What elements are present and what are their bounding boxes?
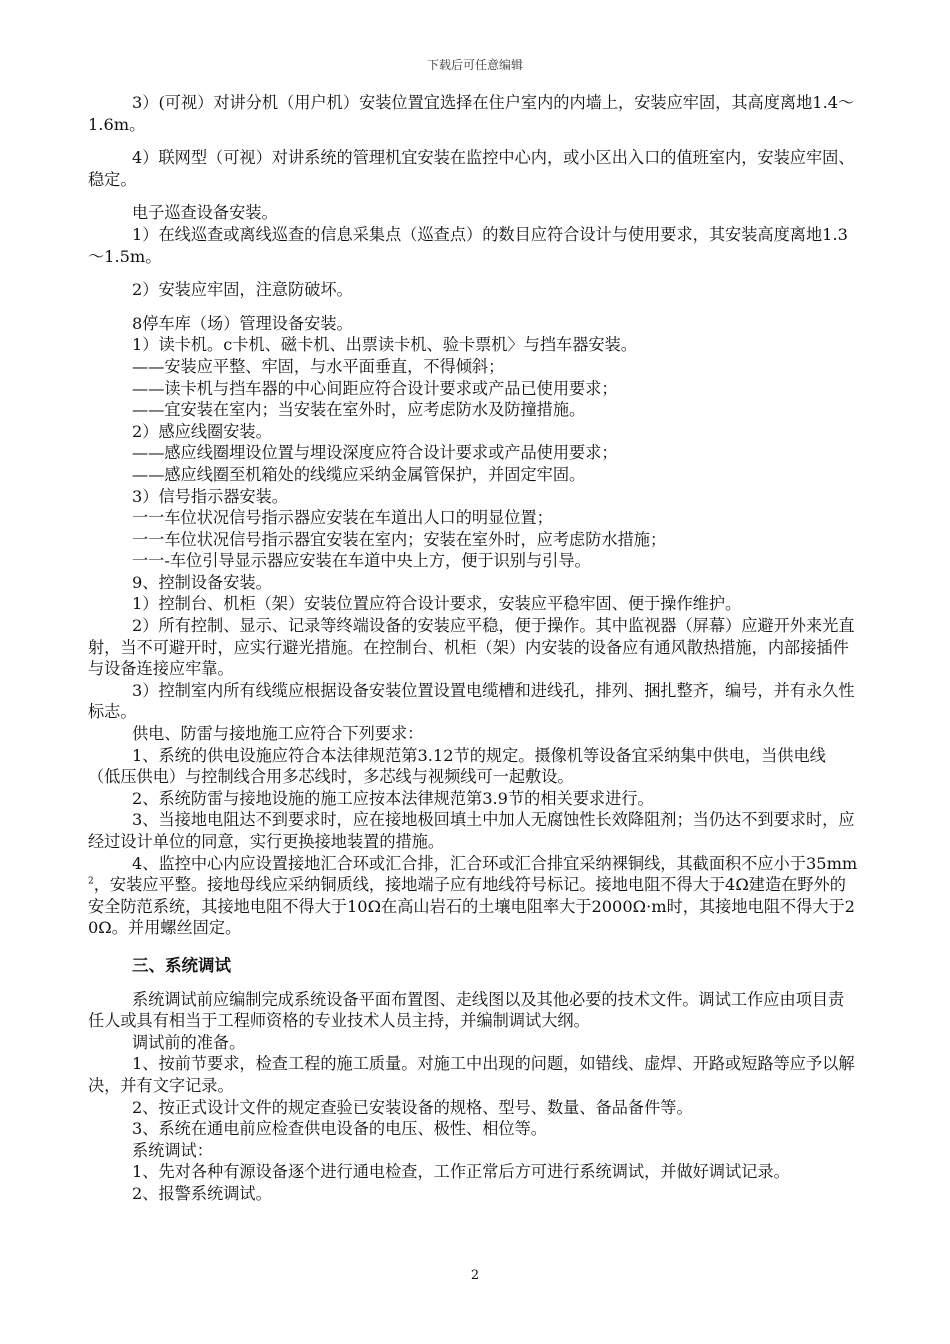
- paragraph: 3）(可视）对讲分机（用户机）安装位置宜选择在住户室内的内墙上，安装应牢固，其高度离地1.4～1.6m。: [88, 93, 855, 134]
- paragraph: 2）所有控制、显示、记录等终端设备的安装应平稳，便于操作。其中监视器（屏幕）应避开外来光直射，当不可避开时，应实行避光措施。在控制台、机柜（架）内安装的设备应有通风散热措施，内部接插件与设备连接应牢靠。: [88, 616, 855, 679]
- paragraph: 1、按前节要求，检查工程的施工质量。对施工中出现的问题，如错线、虚焊、开路或短路等应予以解决，并有文字记录。: [88, 1054, 855, 1095]
- paragraph: 一一车位状况信号指示器应安装在车道出人口的明显位置；: [132, 508, 553, 528]
- paragraph: 1）在线巡查或离线巡查的信息采集点（巡查点）的数目应符合设计与使用要求，其安装高度离地1.3～1.5m。: [88, 224, 848, 266]
- paragraph-text: ，安装应平整。接地母线应采纳铜质线，接地端子应有地线符号标记。接地电阻不得大于4Ω建造在野外的安全防范系统，其接地电阻不得大于10Ω在高山岩石的土壤电阻率大于2000Ω·m时，其接地电阻不得大于20Ω。并用螺丝固定。: [88, 875, 855, 938]
- paragraph: 系统调试前应编制完成系统设备平面布置图、走线图以及其他必要的技术文件。调试工作应由项目责任人或具有相当于工程师资格的专业技术人员主持，并编制调试大纲。: [88, 989, 845, 1031]
- paragraph: ——安装应平整、牢固，与水平面垂直，不得倾斜；: [132, 356, 505, 376]
- paragraph: 1）读卡机。c卡机、磁卡机、出票读卡机、验卡票机〉与挡车器安装。: [132, 335, 637, 355]
- paragraph-text: 4、监控中心内应设置接地汇合环或汇合排，汇合环或汇合排宜采纳裸铜线，其截面积不应小于35mm: [132, 853, 858, 873]
- paragraph: 3）控制室内所有线缆应根据设备安装位置设置电缆槽和进线孔，排列、捆扎整齐，编号，并有永久性标志。: [88, 680, 855, 722]
- paragraph: 2、报警系统调试。: [132, 1183, 272, 1203]
- paragraph: 3、当接地电阻达不到要求时，应在接地极回填土中加人无腐蚀性长效降阻剂；当仍达不到要求时，应经过设计单位的同意，实行更换接地装置的措施。: [88, 810, 855, 851]
- superscript: 2: [88, 876, 94, 887]
- paragraph: 2、按正式设计文件的规定查验已安装设备的规格、型号、数量、备品备件等。: [132, 1097, 693, 1117]
- paragraph: 供电、防雷与接地施工应符合下列要求：: [132, 724, 424, 744]
- page-number: 2: [470, 1268, 480, 1283]
- paragraph: 3、系统在通电前应检查供电设备的电压、极性、相位等。: [132, 1119, 547, 1139]
- paragraph: ——感应线圈埋设位置与埋设深度应符合设计要求或产品使用要求；: [132, 443, 618, 463]
- paragraph-grounding: [88, 853, 858, 939]
- paragraph: 电子巡查设备安装。: [132, 203, 278, 223]
- paragraph: 2、系统防雷与接地设施的施工应按本法律规范第3.9节的相关要求进行。: [132, 788, 654, 808]
- paragraph: ——感应线圈至机箱处的线缆应采纳金属管保护，并固定牢固。: [132, 464, 586, 484]
- paragraph: 4）联网型（可视）对讲系统的管理机宜安装在监控中心内，或小区出入口的值班室内，安装应牢固、稳定。: [88, 148, 855, 189]
- paragraph: 一一-车位引导显示器应安装在车道中央上方，便于识别与引导。: [132, 551, 591, 571]
- paragraph: 1、先对各种有源设备逐个进行通电检查，工作正常后方可进行系统调试，并做好调试记录。: [132, 1162, 790, 1182]
- paragraph: 3）信号指示器安装。: [132, 486, 288, 506]
- document-body: [88, 92, 858, 1205]
- paragraph: 1）控制台、机柜（架）安装位置应符合设计要求，安装应平稳牢固、便于操作维护。: [132, 594, 742, 614]
- paragraph: ——宜安装在室内；当安装在室外时，应考虑防水及防撞措施。: [132, 400, 586, 420]
- section-heading: 三、系统调试: [132, 955, 231, 975]
- paragraph: 系统调试：: [132, 1140, 213, 1160]
- paragraph: 1、系统的供电设施应符合本法律规范第3.12节的规定。摄像机等设备宜采纳集中供电，当供电线（低压供电）与控制线合用多芯线时，多芯线与视频线可一起敷设。: [88, 745, 826, 787]
- paragraph: 9、控制设备安装。: [132, 572, 272, 592]
- paragraph: 调试前的准备。: [132, 1032, 246, 1052]
- paragraph: 8停车库（场）管理设备安装。: [132, 313, 353, 333]
- paragraph: 2）安装应牢固，注意防破坏。: [132, 280, 353, 300]
- paragraph: ——读卡机与挡车器的中心间距应符合设计要求或产品已使用要求；: [132, 378, 618, 398]
- paragraph: 2）感应线圈安装。: [132, 421, 272, 441]
- page-header: 下载后可任意编辑: [426, 58, 523, 72]
- paragraph: 一一车位状况信号指示器宜安装在室内；安装在室外时，应考虑防水措施；: [132, 529, 667, 549]
